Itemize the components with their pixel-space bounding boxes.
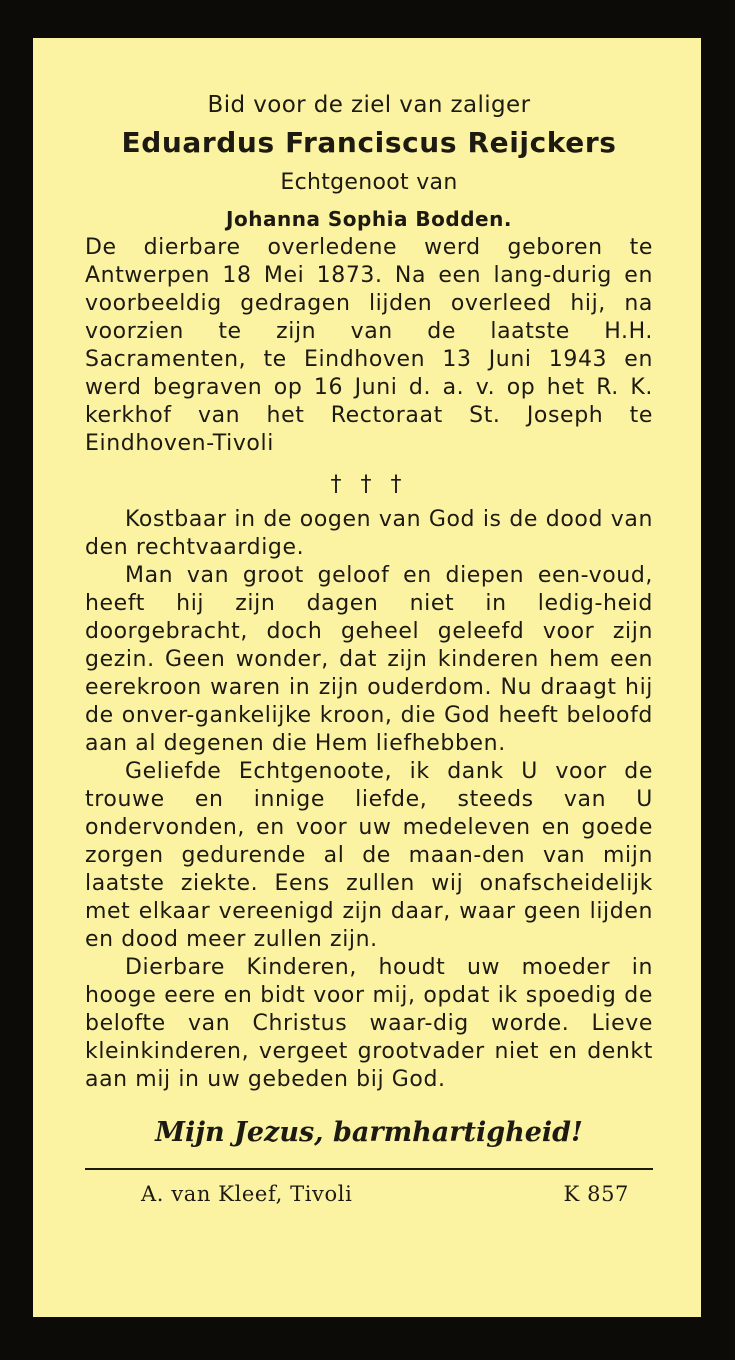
memorial-card (33, 38, 701, 1317)
printer-footer (85, 1182, 653, 1206)
spouse-label: Echtgenoot van (280, 170, 458, 195)
tribute-paragraph: Man van groot geloof en diepen een-voud, heeft hij zijn dagen niet in ledig-heid doorgebracht, doch geheel geleefd voor zijn gezin. Geen wonder, dat zijn kinderen hem een eerekroon waren in zijn ouderdom. Nu draagt hij de onver-gankelijke kroon, die God heeft beloofd aan al degenen die Hem liefhebben. (85, 563, 653, 756)
divider (85, 1168, 653, 1170)
biography-paragraph: De dierbare overledene werd geboren te Antwerpen 18 Mei 1873. Na een lang-durig en voorbeeldig gedragen lijden overleed hij, na voorzien te zijn van de laatste H.H. Sacramenten, te Eindhoven 13 Juni 1943 en werd begraven op 16 Juni d. a. v. op het R. K. kerkhof van het Rectoraat St. Joseph te Eindhoven-Tivoli (85, 235, 653, 456)
scripture-paragraph: Kostbaar in de oogen van God is de dood van den rechtvaardige. (85, 507, 653, 560)
children-farewell-paragraph: Dierbare Kinderen, houdt uw moeder in hooge eere en bidt voor mij, opdat ik spoedig de belofte van Christus waar-dig worde. Lieve kleinkinderen, vergeet grootvader niet en denkt aan mij in uw gebeden bij God. (85, 955, 653, 1092)
print-code: K 857 (563, 1182, 629, 1206)
intro-line: Bid voor de ziel van zaliger (207, 92, 531, 118)
deceased-name: Eduardus Franciscus Reijckers (121, 126, 617, 159)
spouse-name: Johanna Sophia Bodden. (226, 207, 512, 231)
spouse-farewell-paragraph: Geliefde Echtgenoote, ik dank U voor de trouwe en innige liefde, steeds van U ondervonden, en voor uw medeleven en goede zorgen gedurende al de maan-den van mijn laatste ziekte. Eens zullen wij onafscheidelijk met elkaar vereenigd zijn daar, waar geen lijden en dood meer zullen zijn. (85, 759, 653, 952)
closing-prayer: Mijn Jezus, barmhartigheid! (155, 1117, 583, 1148)
crosses-ornament: † † † (330, 472, 408, 497)
printer-name: A. van Kleef, Tivoli (141, 1182, 353, 1206)
